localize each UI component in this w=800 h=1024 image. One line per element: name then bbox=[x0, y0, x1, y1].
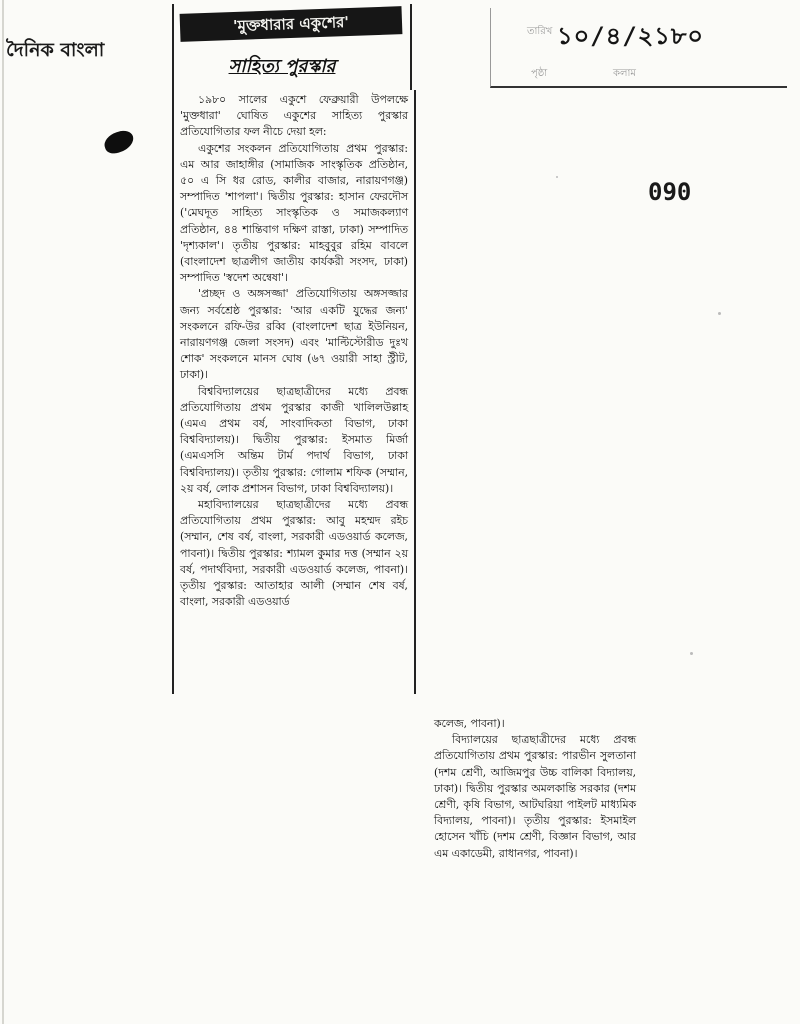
scan-speck bbox=[556, 176, 558, 178]
article-paragraph: বিদ্যালয়ের ছাত্রছাত্রীদের মধ্যে প্রবন্ধ প্রতিযোগিতায় প্রথম পুরস্কার: পারভীন সুলতানা (দশম শ্রেণী, আজিমপুর উচ্চ বালিকা বিদ্যালয়, ঢাকা)। দ্বিতীয় পুরস্কার অমলকান্তি সরকার (দশম শ্রেণী, কৃষি বিভাগ, আটঘরিয়া পাইলট মাধ্যমিক বিদ্যালয়, পাবনা)। তৃতীয় পুরস্কার: ইসমাইল হোসেন খাঁচি (দশম শ্রেণী, বিজ্ঞান বিভাগ, আর এম একাডেমী, রাধানগর, পাবনা)। bbox=[434, 733, 636, 860]
article-paragraph: একুশের সংকলন প্রতিযোগিতায় প্রথম পুরস্কার: এম আর জাহাঙ্গীর (সামাজিক সাংস্কৃতিক প্রতিষ্ঠান, ৫০ এ সি ধর রোড, কালীর বাজার, নারায়ণগঞ্জ) সম্পাদিত 'শাপলা'। দ্বিতীয় পুরস্কার: হাসান ফেরদৌস ('মেঘদূত সাহিত্য সাংস্কৃতিক ও সমাজকল্যাণ প্রতিষ্ঠান, ৪৪ শান্তিবাগ দক্ষিণ রাস্তা, ঢাকা) সম্পাদিত 'দৃশ্যকাল'। তৃতীয় পুরস্কার: মাহবুবুর রহিম বাবলে (বাংলাদেশ ছাত্রলীগ জাতীয় কার্যকরী সংসদ, ঢাকা) সম্পাদিত 'স্বদেশ অন্বেষা'। bbox=[180, 141, 408, 285]
article-paragraph: কলেজ, পাবনা)। bbox=[434, 717, 505, 730]
archive-number: 090 bbox=[648, 178, 692, 206]
column-label: কলাম bbox=[613, 68, 636, 79]
article-column-left bbox=[180, 92, 408, 611]
column-rule-left bbox=[172, 90, 174, 694]
headline-block bbox=[172, 4, 412, 90]
page-label: পৃষ্ঠা bbox=[531, 68, 548, 79]
article-paragraph: ১৯৮০ সালের একুশে ফেব্রুয়ারী উপলক্ষে 'মুক্তধারা' ঘোষিত একুশের সাহিত্য পুরস্কার প্রতিযোগিতার ফল নীচে দেয়া হল: bbox=[180, 93, 408, 139]
article-paragraph: 'প্রচ্ছদ ও অঙ্গসজ্জা' প্রতিযোগিতায় অঙ্গসজ্জার জন্য সর্বশ্রেষ্ঠ পুরস্কার: 'আর একটি যুদ্ধের জন্য' সংকলনে রফি-উর রব্বি (বাংলাদেশ ছাত্র ইউনিয়ন, নারায়ণগঞ্জ জেলা সংসদ) এবং 'মাল্টিস্টোরীড দুঃখ শোক' সংকলনে মানস ঘোষ (৬৭ ওয়ারী সাহা স্ট্রীট, ঢাকা)। bbox=[180, 287, 408, 382]
article-paragraph: বিশ্ববিদ্যালয়ের ছাত্রছাত্রীদের মধ্যে প্রবন্ধ প্রতিযোগিতায় প্রথম পুরস্কার কাজী খালিলউল্লাহ (এমএ প্রথম বর্ষ, সাংবাদিকতা বিভাগ, ঢাকা বিশ্ববিদ্যালয়)। দ্বিতীয় পুরস্কার: ইসমাত মির্জা (এমএসসি অন্তিম টার্ম পদার্থ বিভাগ, ঢাকা বিশ্ববিদ্যালয়)। তৃতীয় পুরস্কার: গোলাম শফিক (সম্মান, ২য় বর্ষ, লোক প্রশাসন বিভাগ, ঢাকা বিশ্ববিদ্যালয়)। bbox=[180, 384, 408, 495]
paper-edge bbox=[2, 0, 4, 1024]
filing-stamp bbox=[490, 8, 787, 88]
ink-blot bbox=[102, 128, 137, 156]
headline-line1: 'মুক্তধারার একুশের' bbox=[180, 6, 403, 42]
headline-line2: সাহিত্য পুরস্কার bbox=[228, 56, 336, 77]
article-paragraph: মহাবিদ্যালয়ের ছাত্রছাত্রীদের মধ্যে প্রবন্ধ প্রতিযোগিতায় প্রথম পুরস্কার: আবু মহম্মদ রইচ (সম্মান, শেষ বর্ষ, বাংলা, সরকারী এডওয়ার্ড কলেজ, পাবনা)। দ্বিতীয় পুরস্কার: শ্যামল কুমার দত্ত (সম্মান ২য় বর্ষ, পদার্থবিদ্যা, সরকারী এডওয়ার্ড কলেজ, পাবনা)। তৃতীয় পুরস্কার: আতাহার আলী (সম্মান শেষ বর্ষ, বাংলা, সরকারী এডওয়ার্ড bbox=[180, 498, 408, 609]
newspaper-name: দৈনিক বাংলা bbox=[6, 39, 105, 61]
scan-speck bbox=[718, 312, 721, 315]
scan-speck bbox=[690, 652, 693, 655]
date-label: তারিখ bbox=[527, 26, 553, 37]
column-rule-right bbox=[414, 90, 416, 694]
article-column-right bbox=[434, 716, 636, 862]
date-value: ১০/৪/২১৮০ bbox=[557, 22, 705, 50]
